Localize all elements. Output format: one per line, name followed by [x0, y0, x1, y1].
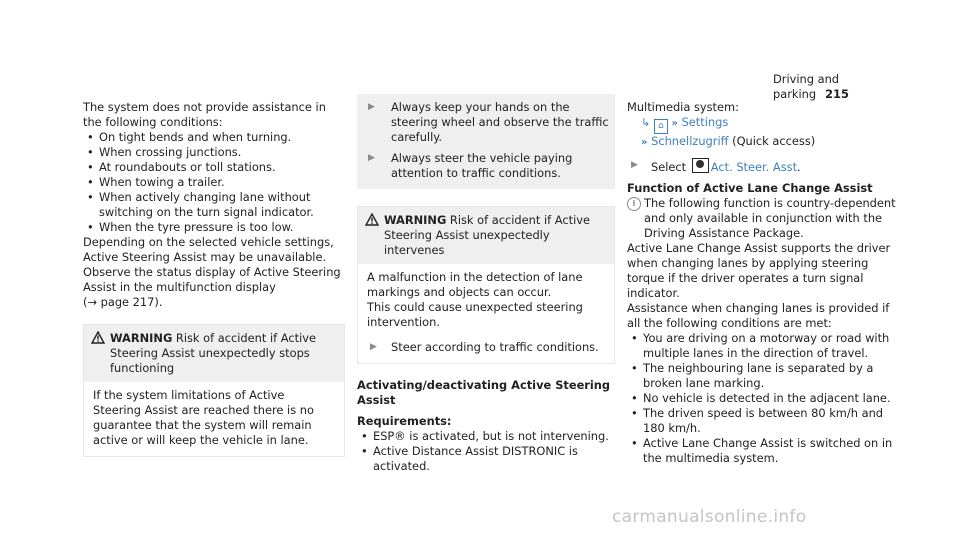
warning-body: [357, 264, 615, 364]
warning-icon: [91, 331, 105, 345]
nav-settings[interactable]: Settings: [681, 115, 729, 129]
column-2: [357, 100, 615, 474]
warning-text: This could cause unexpected steering intervention.: [367, 300, 583, 329]
list-item: • The neighbouring lane is separated by a broken lane marking.: [627, 361, 897, 391]
limitations-list: [83, 130, 345, 235]
nav-return-icon: ↳: [641, 116, 651, 129]
list-item: • Active Lane Change Assist is switched on in the multimedia system.: [627, 436, 897, 466]
description-text: Active Lane Change Assist supports the driver when changing lanes by applying steering torque if the driver operates a turn signal indicator.: [627, 241, 891, 300]
act-steer-asst-link[interactable]: Act. Steer. Asst: [710, 160, 798, 174]
limitations-intro: The system does not provide assistance in the following conditions:: [83, 100, 326, 129]
info-icon: i: [627, 197, 641, 211]
warning-text: If the system limitations of Active Steering Assist are reached there is no guarantee that the system will remain active or will keep the vehicle in lane.: [93, 388, 314, 447]
requirements-heading: Requirements:: [357, 414, 452, 428]
list-item: • At roundabouts or toll stations.: [83, 160, 345, 175]
conditions-list: [627, 331, 897, 466]
step-arrow-icon: ▶: [631, 160, 638, 170]
list-item: • You are driving on a motorway or road with multiple lanes in the direction of travel.: [627, 331, 897, 361]
page-reference[interactable]: (→ page 217).: [83, 295, 163, 309]
page-number: 215: [825, 87, 849, 101]
step-arrow-icon: ▶: [368, 102, 375, 112]
home-icon[interactable]: ⌂: [654, 119, 668, 134]
list-item: • On tight bends and when turning.: [83, 130, 345, 145]
step-item: ▶ Select Act. Steer. Asst.: [631, 160, 801, 174]
list-item: • When the tyre pressure is too low.: [83, 220, 345, 235]
nav-quick-access[interactable]: Schnellzugriff: [651, 134, 729, 148]
warning-header: [83, 324, 345, 382]
warning-title: Risk of accident if Active Steering Assist unexpectedly stops functioning: [110, 331, 316, 375]
column-1: [83, 100, 345, 457]
info-note: i The following function is country-dependent and only available in conjunction with the Driving Assistance Package.: [627, 196, 897, 241]
chevron-right-icon: »: [671, 118, 678, 129]
step-arrow-icon: ▶: [368, 153, 375, 163]
list-item: • The driven speed is between 80 km/h and 180 km/h.: [627, 406, 897, 436]
warning-title: Risk of accident if Active Steering Assist unexpectedly intervenes: [384, 213, 590, 257]
warning-label: WARNING: [384, 213, 447, 227]
list-item: • Active Distance Assist DISTRONIC is activated.: [357, 444, 615, 474]
list-item: • ESP® is activated, but is not intervening.: [357, 429, 615, 444]
multimedia-label: Multimedia system:: [627, 100, 739, 114]
page-header: [773, 72, 893, 102]
list-item: • When actively changing lane without switching on the turn signal indicator.: [83, 190, 345, 220]
availability-text: Depending on the selected vehicle settings, Active Steering Assist may be unavailable. Observe the status display of Active Steering Assist in the multifunction display: [83, 235, 341, 294]
watermark: carmanualsonline.info: [612, 507, 807, 527]
section-title: Driving and parking: [773, 72, 840, 101]
description-text: Assistance when changing lanes is provided if all the following conditions are met:: [627, 301, 890, 330]
step-item: ▶ Always steer the vehicle paying attention to traffic conditions.: [368, 151, 573, 180]
requirements-list: [357, 429, 615, 474]
step-arrow-icon: ▶: [370, 342, 377, 352]
warning-icon: [365, 213, 379, 227]
warning-body: [83, 382, 345, 457]
chevron-right-icon: »: [641, 137, 648, 148]
list-item: • No vehicle is detected in the adjacent lane.: [627, 391, 897, 406]
warning-header: [357, 206, 615, 264]
list-item: • When crossing junctions.: [83, 145, 345, 160]
warning-text: A malfunction in the detection of lane markings and objects can occur.: [367, 270, 583, 299]
step-item: ▶ Always keep your hands on the steering wheel and observe the traffic carefully.: [368, 100, 609, 144]
warning-label: WARNING: [110, 331, 173, 345]
list-item: • When towing a trailer.: [83, 175, 345, 190]
step-box: [357, 94, 615, 189]
column-3: [627, 100, 897, 466]
section-heading: Activating/deactivating Active Steering Assist: [357, 378, 611, 407]
section-heading: Function of Active Lane Change Assist: [627, 181, 873, 195]
steering-assist-icon: [692, 158, 709, 173]
step-item: ▶ Steer according to traffic conditions.: [370, 340, 599, 354]
nav-quick-access-suffix: (Quick access): [732, 134, 816, 148]
